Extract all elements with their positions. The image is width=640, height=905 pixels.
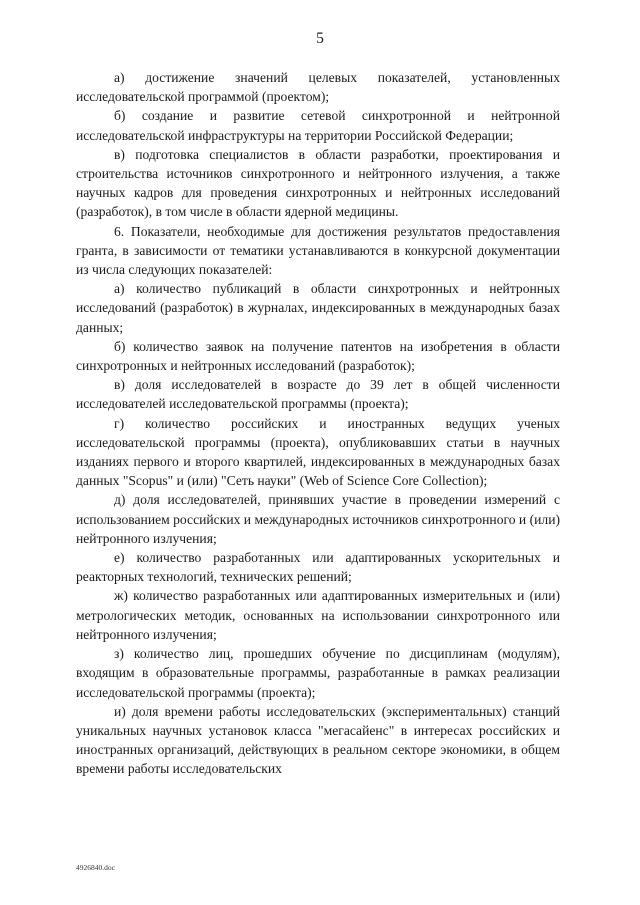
paragraph-indicator-z: з) количество лиц, прошедших обучение по дисциплинам (модулям), входящим в образовательные программы, разработанные в рамках реализации исследовательской программы (проекта); [76,646,560,700]
paragraph-clause-6: 6. Показатели, необходимые для достижения результатов предоставления гранта, в зависимости от тематики устанавливаются в конкурсной документации из числа следующих показателей: [76,223,560,278]
page-number: 5 [316,30,324,47]
paragraph-indicator-b: б) количество заявок на получение патентов на изобретения в области синхротронных и нейтронных исследований (разработок); [76,338,560,374]
document-body [76,68,560,779]
paragraph-indicator-i: и) доля времени работы исследовательских (экспериментальных) станций уникальных научных установок класса "мегасайенс" в интересах российских и иностранных организаций, действующих в реальном секторе экономики, в общем времени работы исследовательских [76,703,560,777]
paragraph-indicator-d: д) доля исследователей, принявших участие в проведении измерений с использованием российских и международных источников синхротронного и (или) нейтронного излучения; [76,492,560,546]
paragraph-indicator-a: а) количество публикаций в области синхротронных и нейтронных исследований (разработок) в журналах, индексированных в международных базах данных; [76,281,560,335]
paragraph-indicator-v: в) доля исследователей в возрасте до 39 лет в общей численности исследователей исследовательской программы (проекта); [76,377,560,412]
paragraph-goal-a: а) достижение значений целевых показателей, установленных исследовательской программой (проектом); [76,70,560,105]
paragraph-indicator-g: г) количество российских и иностранных ведущих ученых исследовательской программы (проекта), опубликовавших статьи в научных изданиях первого и второго квартилей, индексированных в международных базах данных "Scopus" и (или) "Сеть науки" (Web of Science Core Collection); [76,415,560,489]
paragraph-goal-v: в) подготовка специалистов в области разработки, проектирования и строительства источников синхротронного и нейтронного излучения, а также научных кадров для проведения синхротронных и нейтронных исследований (разработок), в том числе в области ядерной медицины. [76,146,560,220]
footer-document-code: 4926840.doc [76,863,115,872]
paragraph-indicator-zh: ж) количество разработанных или адаптированных измерительных и (или) метрологических методик, основанных на использовании синхротронного или нейтронного излучения; [76,588,560,642]
paragraph-goal-b: б) создание и развитие сетевой синхротронной и нейтронной исследовательской инфраструктуры на территории Российской Федерации; [76,108,560,143]
paragraph-indicator-e: е) количество разработанных или адаптированных ускорительных и реакторных технологий, технических решений; [76,550,560,585]
